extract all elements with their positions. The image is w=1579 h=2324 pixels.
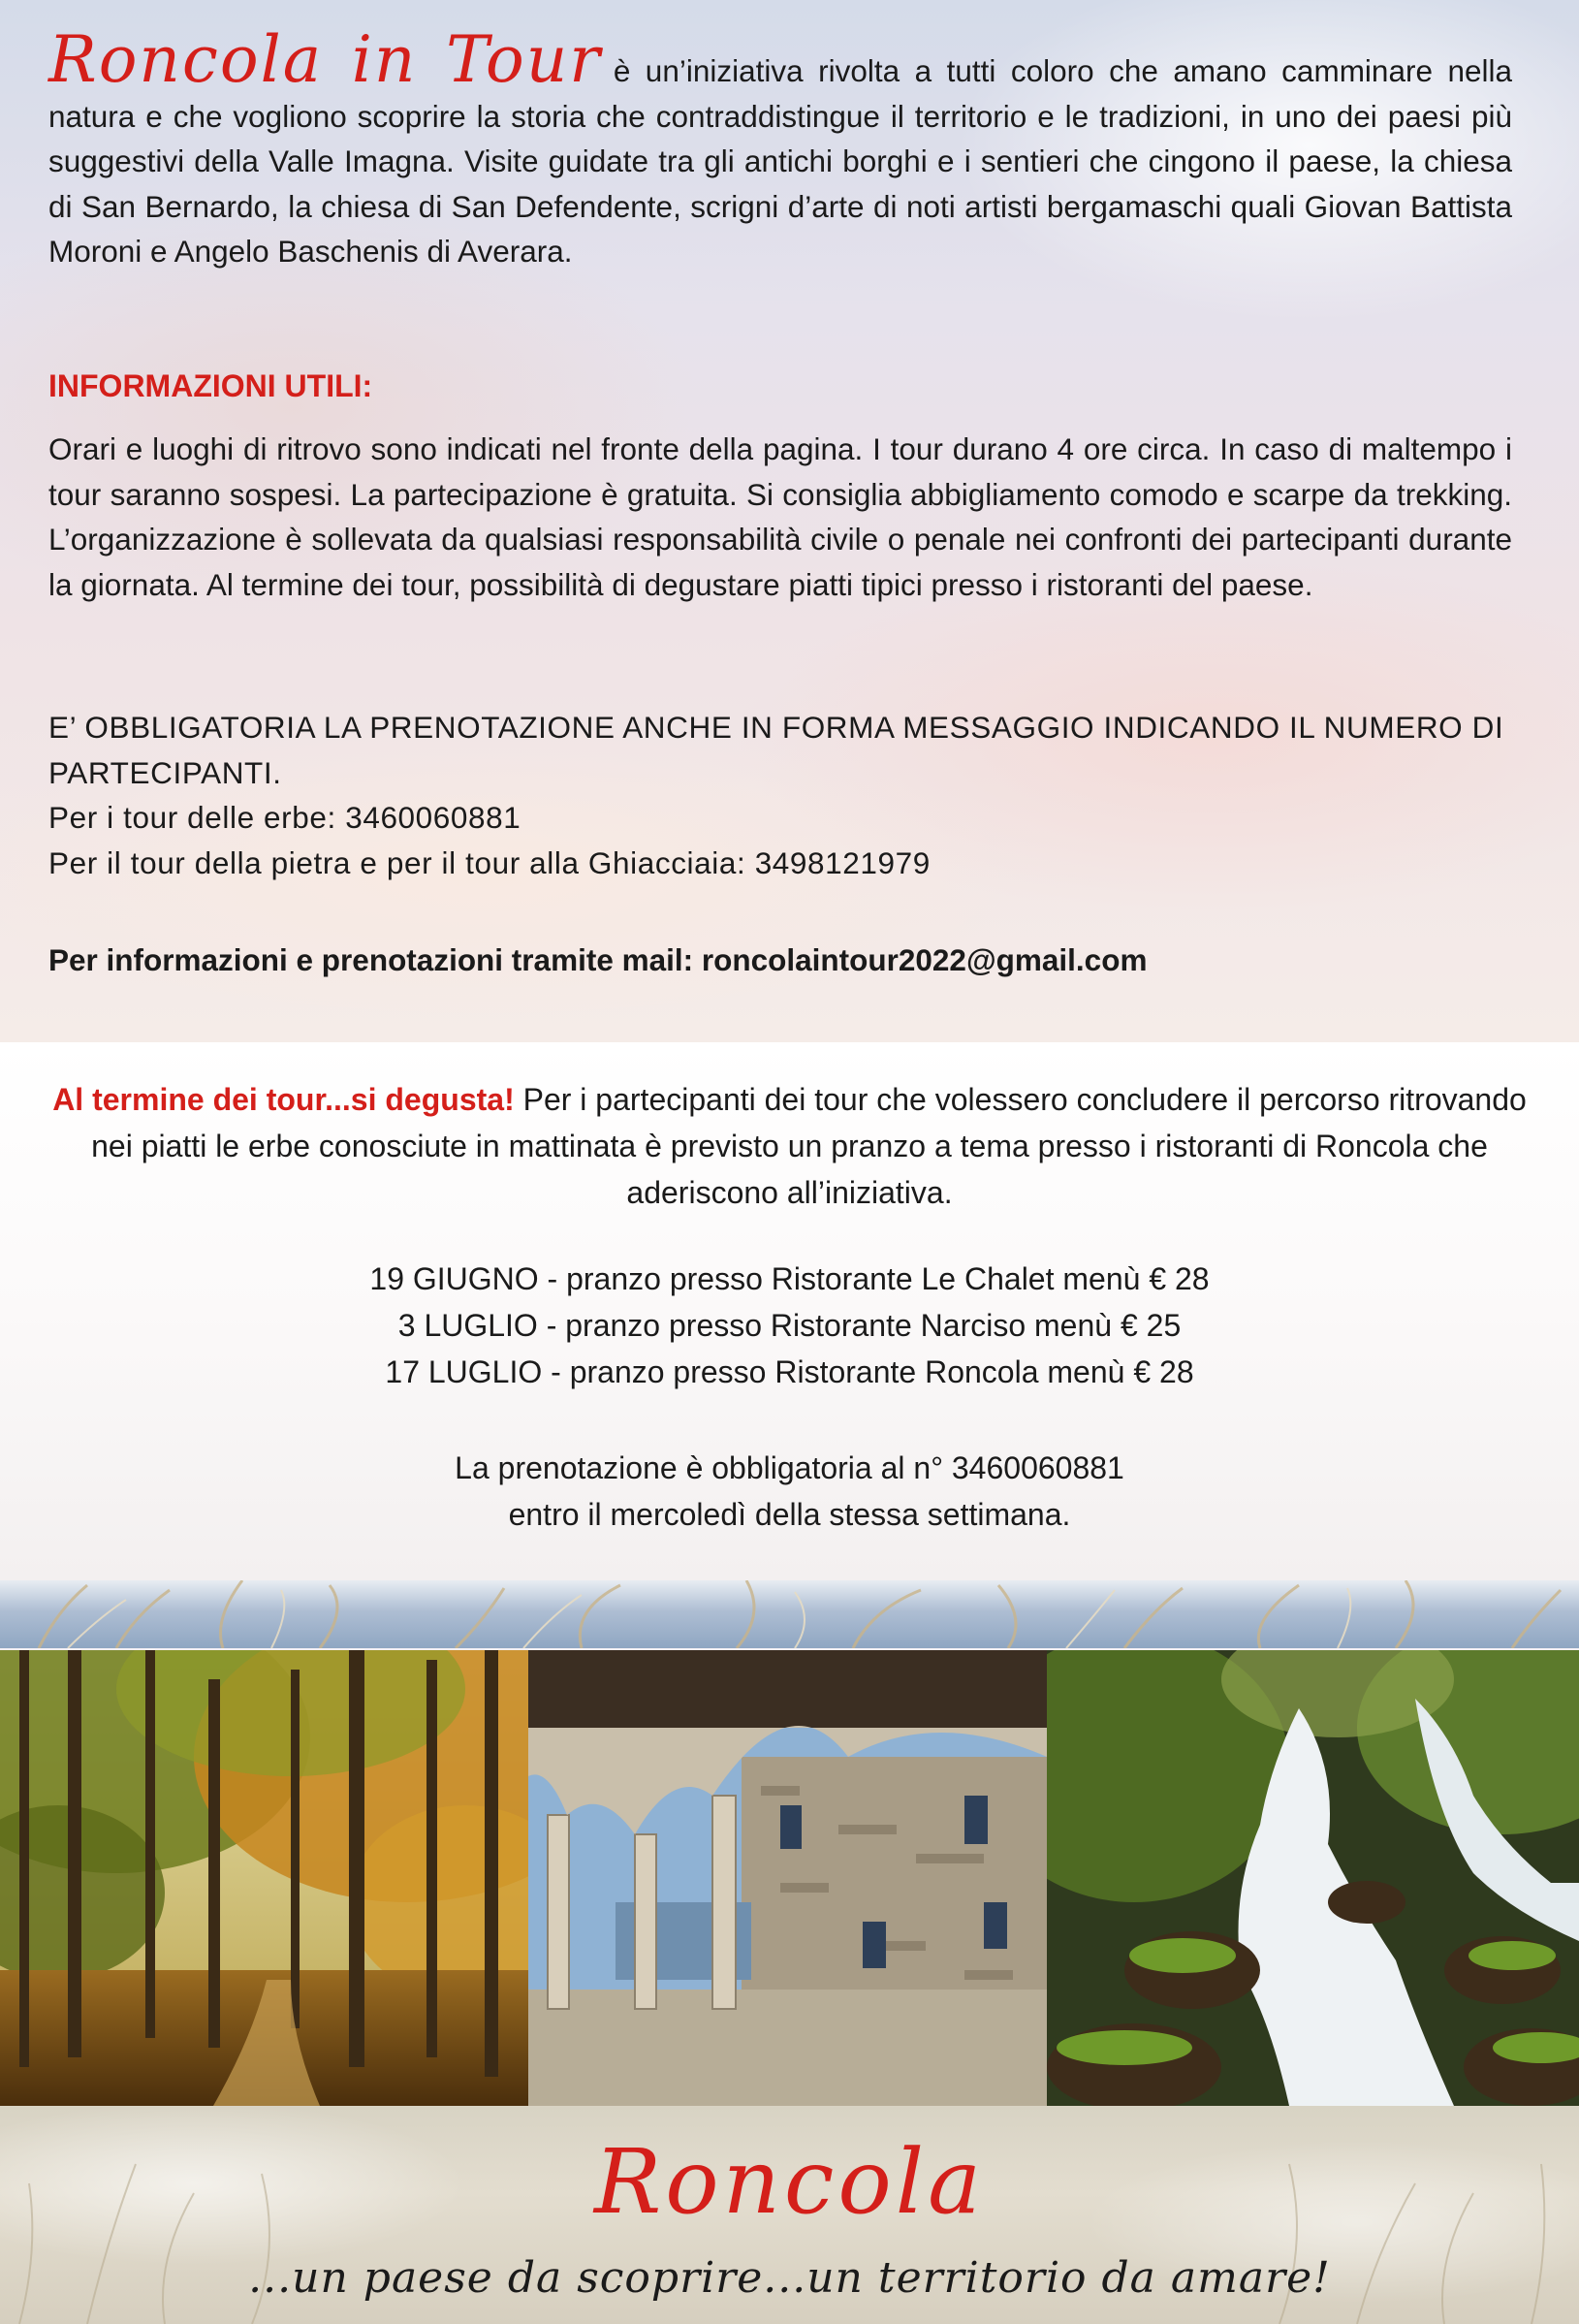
footer-title: Roncola (593, 2130, 986, 2234)
menu-item: 17 LUGLIO - pranzo presso Ristorante Roncola menù € 28 (385, 1354, 1194, 1389)
footer-slogan: ...un paese da scoprire...un territorio da amare! (248, 2253, 1331, 2303)
booking-herbs-phone: Per i tour delle erbe: 3460060881 (48, 800, 521, 835)
intro-section (0, 0, 1579, 1042)
food-booking-note (0, 1445, 1579, 1538)
info-text: Orari e luoghi di ritrovo sono indicati nel fronte della pagina. I tour durano 4 ore circa. In caso di maltempo i tour saranno sospesi. La partecipazione è gratuita. Si consiglia abbigliamento comodo e scarpe da trekking. L’organizzazione è sollevata da qualsiasi responsabilità civile o penale nei confronti dei partecipanti durante la giornata. Al termine dei tour, possibilità di degustare piatti tipici presso i ristoranti del paese. (48, 431, 1512, 602)
food-section (0, 1042, 1579, 1580)
cloister-photo (528, 1650, 1047, 2106)
food-highlight: Al termine dei tour...si degusta! (52, 1082, 515, 1117)
booking-mandatory-text: E’ OBBLIGATORIA LA PRENOTAZIONE ANCHE IN FORMA MESSAGGIO INDICANDO IL NUMERO DI PARTECIPANTI. (48, 710, 1504, 790)
waterfall-photo (1047, 1650, 1579, 2106)
intro-paragraph (48, 22, 1513, 274)
food-intro (39, 1076, 1540, 1216)
forest-photo (0, 1650, 528, 2106)
food-booking-note-line: La prenotazione è obbligatoria al n° 3460060881 (455, 1450, 1124, 1485)
photo-strip (0, 1650, 1579, 2106)
grass-banner-image (0, 1580, 1579, 1648)
food-booking-note-line: entro il mercoledì della stessa settimana. (508, 1497, 1071, 1532)
footer (0, 2106, 1579, 2324)
brand-title: Roncola in Tour (48, 22, 602, 97)
menu-item: 19 GIUGNO - pranzo presso Ristorante Le Chalet menù € 28 (369, 1261, 1210, 1296)
food-text: Per i partecipanti dei tour che volessero concludere il percorso ritrovando nei piatti le erbe conosciute in mattinata è previsto un pranzo a tema presso i ristoranti di Roncola che aderiscono all’iniziativa. (91, 1082, 1527, 1210)
info-heading: INFORMAZIONI UTILI: (48, 368, 373, 403)
booking-stone-phone: Per il tour della pietra e per il tour alla Ghiacciaia: 3498121979 (48, 844, 931, 880)
booking-block (48, 705, 1512, 885)
booking-mail-line: Per informazioni e prenotazioni tramite mail: roncolaintour2022@gmail.com (48, 942, 1148, 977)
intro-text: è un’iniziativa rivolta a tutti coloro che amano camminare nella natura e che vogliono scoprire la storia che contraddistingue il territorio e le tradizioni, in uno dei paesi più suggestivi della Valle Imagna. Visite guidate tra gli antichi borghi e i sentieri che cingono il paese, la chiesa di San Bernardo, la chiesa di San Defendente, scrigni d’arte di noti artisti bergamaschi quali Giovan Battista Moroni e Angelo Baschenis di Averara. (48, 53, 1513, 269)
menu-item: 3 LUGLIO - pranzo presso Ristorante Narciso menù € 25 (397, 1308, 1182, 1343)
menu-list (0, 1256, 1579, 1395)
